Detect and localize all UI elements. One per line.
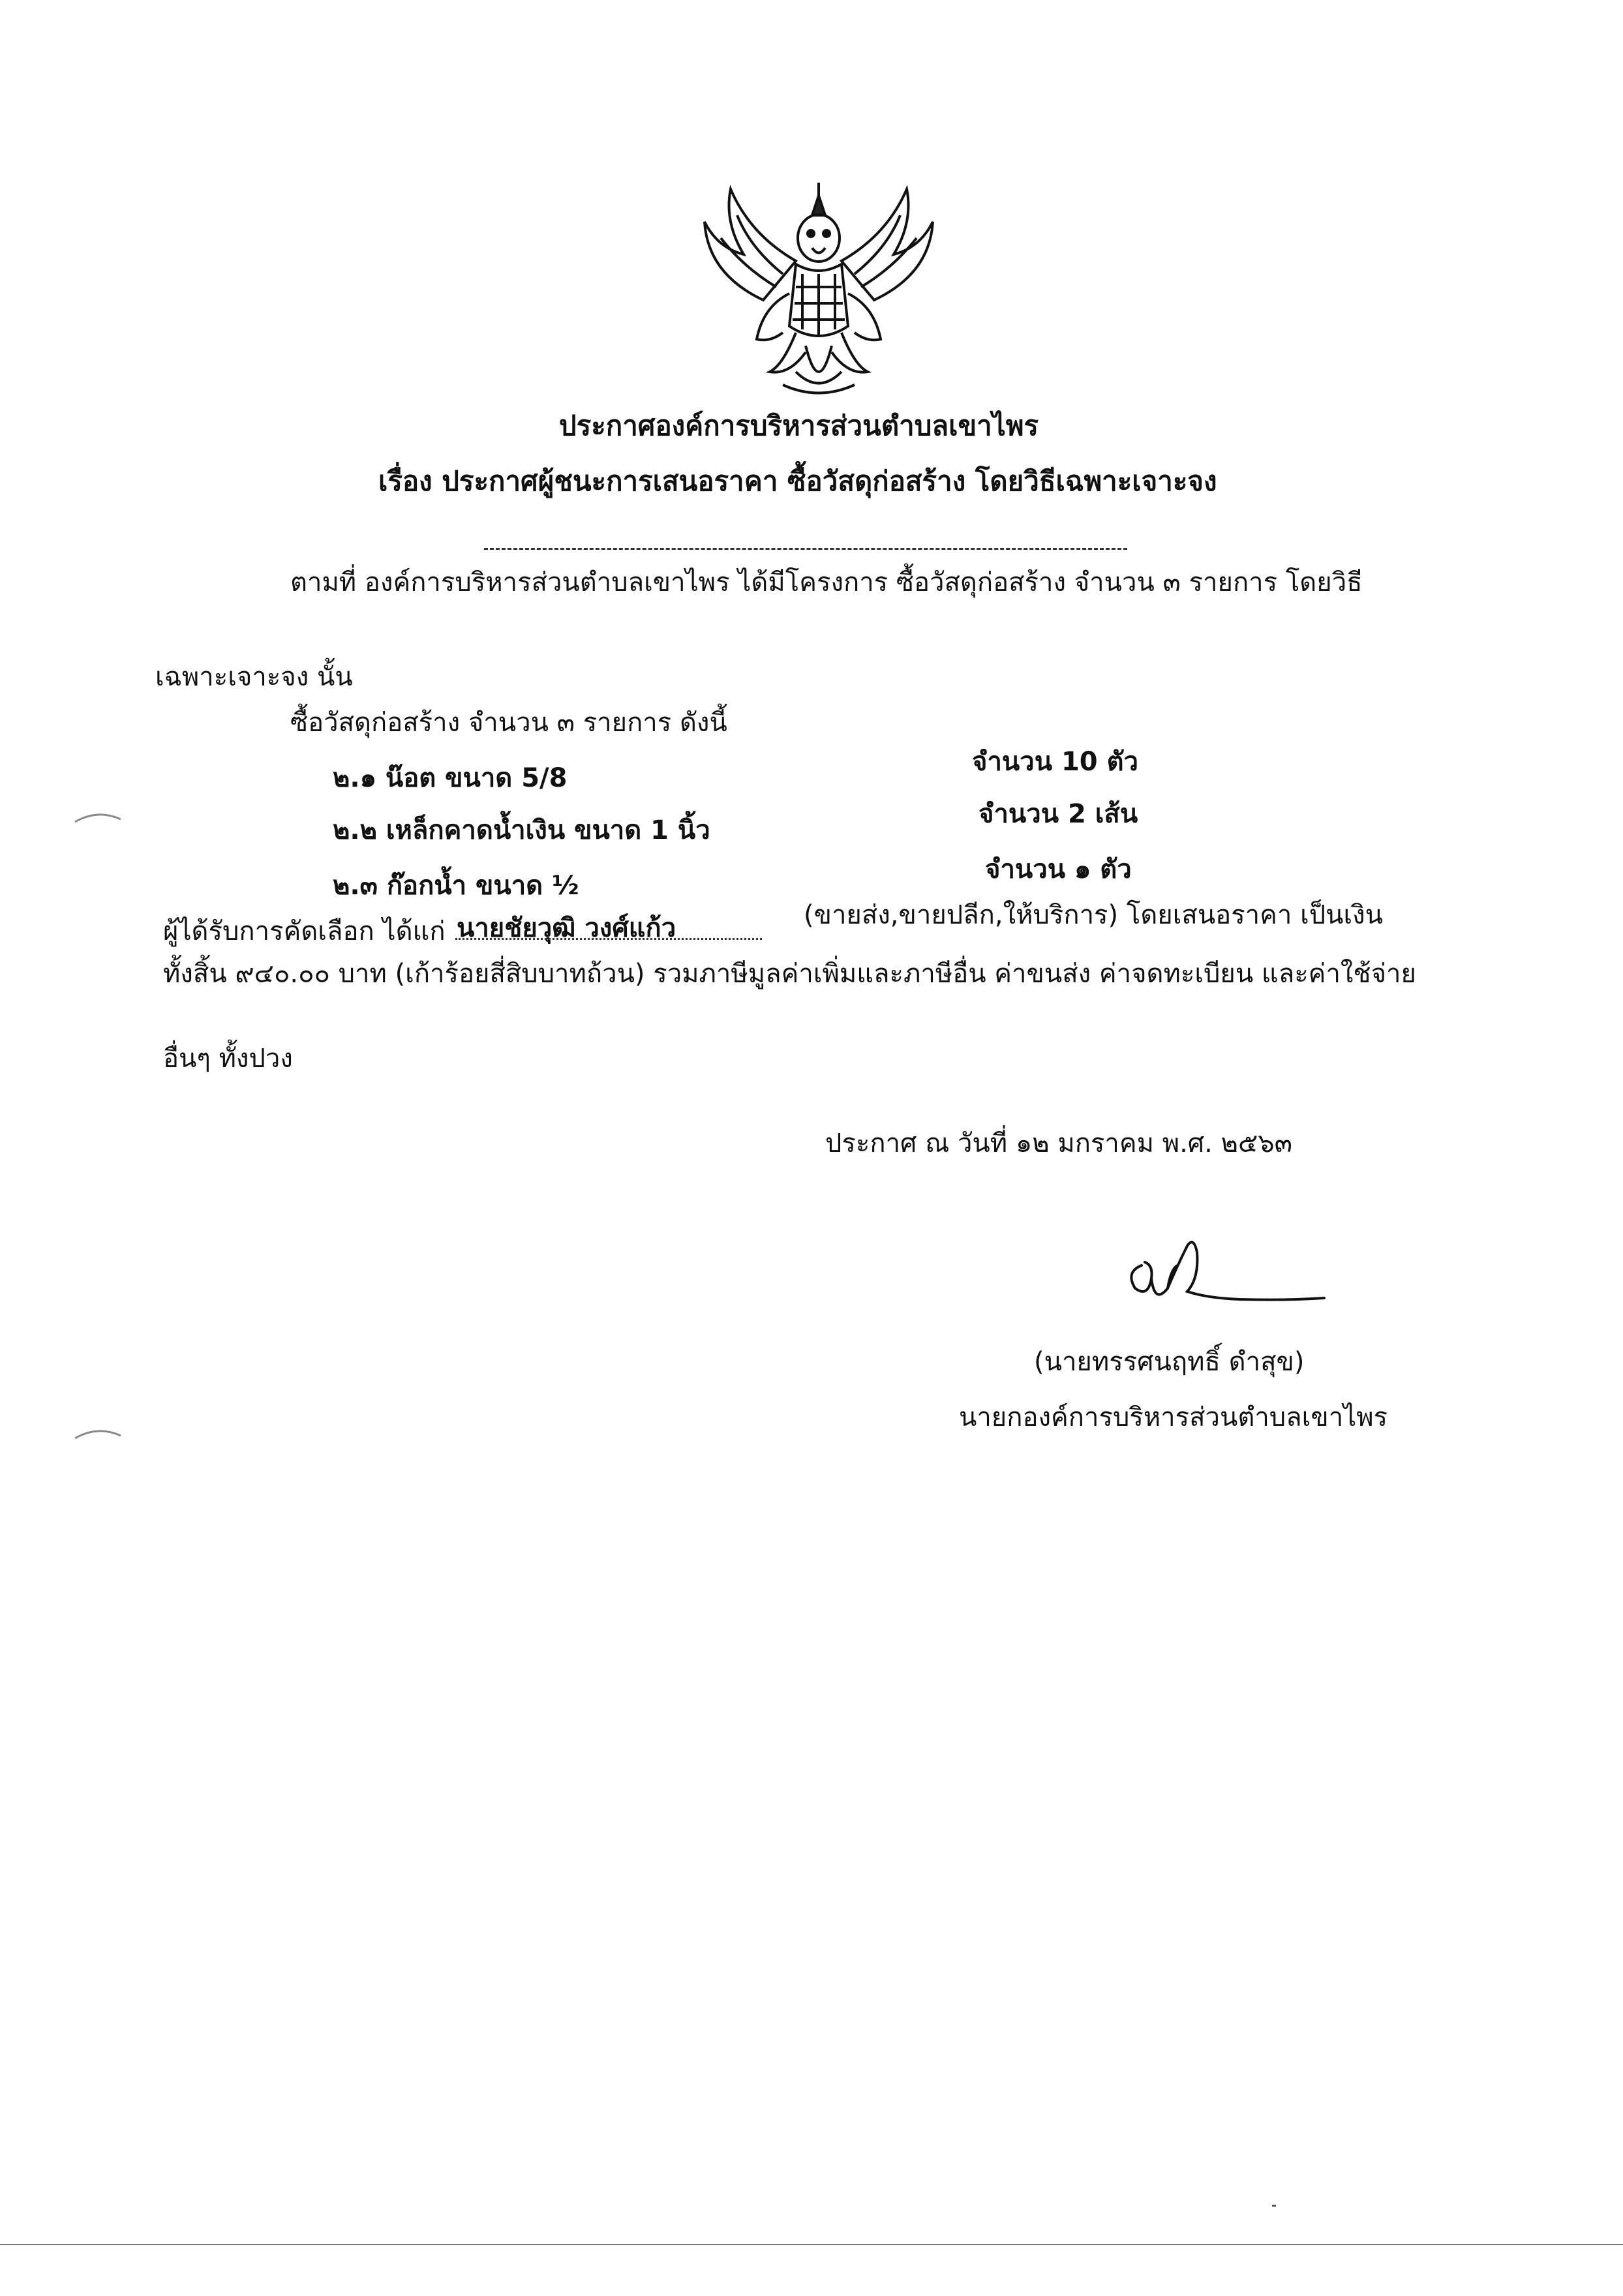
signer-name: (นายทรรศนฤทธิ์ ดำสุข) — [1034, 1347, 1305, 1377]
scan-speck — [1272, 2205, 1276, 2207]
scan-edge-line — [0, 2244, 1623, 2245]
item-3-name: ๒.๓ ก๊อกน้ำ ขนาด ½ — [333, 871, 579, 901]
signature — [1115, 1226, 1337, 1318]
scan-mark — [72, 809, 124, 824]
scan-mark — [72, 1425, 124, 1441]
item-2-qty: จำนวน 2 เส้น — [978, 799, 1138, 829]
item-1-qty: จำนวน 10 ตัว — [972, 747, 1138, 777]
item-2-name: ๒.๒ เหล็กคาดน้ำเงิน ขนาด 1 นิ้ว — [333, 815, 710, 845]
amount-line: ทั้งสิ้น ๙๔๐.๐๐ บาท (เก้าร้อยสี่สิบบาทถ้วน) รวมภาษีมูลค่าเพิ่มและภาษีอื่น ค่าขนส่ง ค่าจดทะเบียน และค่าใช้จ่าย — [163, 959, 1416, 989]
winner-name-underline — [455, 938, 762, 940]
item-1-name: ๒.๑ น๊อต ขนาด 5/8 — [333, 763, 568, 793]
announcement-subject: เรื่อง ประกาศผู้ชนะการเสนอราคา ซื้อวัสดุก่อสร้าง โดยวิธีเฉพาะเจาะจง — [378, 465, 1217, 497]
separator-line — [484, 548, 1127, 550]
winner-suffix: (ขายส่ง,ขายปลีก,ให้บริการ) โดยเสนอราคา เป็นเงิน — [804, 900, 1384, 930]
paragraph-1-line-1: ตามที่ องค์การบริหารส่วนตำบลเขาไพร ได้มีโครงการ ซื้อวัสดุก่อสร้าง จำนวน ๓ รายการ โดยวิธี — [290, 567, 1363, 597]
paragraph-1-line-2: เฉพาะเจาะจง นั้น — [155, 662, 353, 692]
winner-prefix: ผู้ได้รับการคัดเลือก ได้แก่ — [163, 916, 446, 946]
announcement-title: ประกาศองค์การบริหารส่วนตำบลเขาไพร — [559, 410, 1039, 442]
signer-position: นายกองค์การบริหารส่วนตำบลเขาไพร — [959, 1402, 1388, 1432]
garuda-emblem — [691, 176, 946, 404]
announcement-date: ประกาศ ณ วันที่ ๑๒ มกราคม พ.ศ. ๒๕๖๓ — [825, 1128, 1292, 1158]
paragraph-2: ซื้อวัสดุก่อสร้าง จำนวน ๓ รายการ ดังนี้ — [290, 708, 727, 738]
item-3-qty: จำนวน ๑ ตัว — [985, 854, 1132, 884]
winner-name: นายชัยวุฒิ วงศ์แก้ว — [457, 913, 676, 943]
closing-line: อื่นๆ ทั้งปวง — [163, 1044, 293, 1074]
